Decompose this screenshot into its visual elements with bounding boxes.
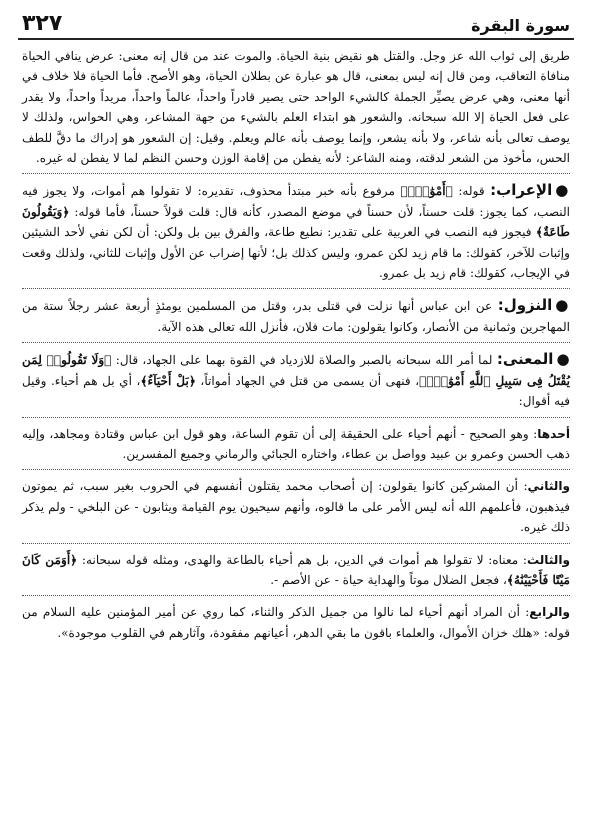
opinion-1 [22,424,570,471]
bullet-icon: ● [555,181,571,200]
irab-text-3: فيجوز فيه النصب في العربية على تقدير: نطيع طاعة، والفرق بين بل ولكن: أن لكن نفي لأحد الشيئين وإثبات للآخر، كقولك: ما قام زيد لكن عمرو، وليس كذلك بل؛ لأنها إضراب عن الأول وإثبات للثاني، ولذلك وقعت في الإيجاب، كقولك: قام زيد بل عمرو. [22,225,570,281]
maana-text-1: لما أمر الله سبحانه بالصبر والصلاة للازدياد في القوة بهما على الجهاد، قال: [111,353,497,368]
surah-title: سورة البقرة [471,16,570,35]
intro-paragraph [22,46,570,174]
opinion-2 [22,476,570,543]
opinion-4-text-2: من قوله: «هلك خزان الأموال، والعلماء باقون ما بقي الدهر، أعيانهم مفقودة، وآثارهم في القلوب موجودة». [22,605,570,640]
page-content [18,40,574,648]
opinion-4-label: والرابع [529,605,570,620]
opinion-1-label: أحدها [537,426,570,441]
opinion-3-text: : معناه: لا تقولوا هم أموات في الدين، بل هم أحياء بالطاعة والهدى، ومثله قوله سبحانه: [77,552,527,567]
maana-quran-2: ﴿بَلْ أَحْيَآءٌ﴾ [140,373,196,388]
nuzul-text: عن ابن عباس أنها نزلت في قتلى بدر، وقتل من المسلمين يومئذٍ أربعة عشر رجلاً ستة من المهاجرين وثمانية من الأنصار، وكانوا يقولون: مات فلان، فأنزل الله تعالى هذه الآية. [22,299,570,334]
page-header [18,8,574,40]
page [18,8,574,830]
maana-text-2: ، فنهى أن يسمى من قتل في الجهاد أمواتاً، [195,373,420,388]
nuzul-heading: النزول: [497,296,553,315]
page-number: ٣٢٧ [22,11,63,36]
irab-text-1: قوله: [452,184,491,199]
maana-section [22,349,570,417]
bullet-icon: ● [555,296,570,315]
irab-text-2: مرفوع بأنه خبر مبتدأ محذوف، تقديره: لا تقولوا هم أموات، ولا يجوز فيه النصب، كما يجوز: قلت حسناً، لأن حسناً في موضع المصدر، كأنه قال: قلت قولاً حسناً، فأما قوله: [22,184,570,219]
irab-section [22,180,570,289]
opinion-4 [22,602,570,648]
opinion-3-text-2: ، فجعل الضلال موتاً والهداية حياة - عن الأصم -. [270,572,507,587]
opinion-4-text: : أن المراد أنهم أحياء لما نالوا من جميل الذكر والثناء، كما روي عن أمير المؤمنين [101,605,530,620]
irab-quran-1: ﴿أَمْوَٰتٌۢ﴾ [400,184,453,199]
irab-quran-2: ﴿وَيَقُولُونَ طَاعَةٌ﴾ [22,204,570,240]
opinion-2-text: : أن المشركين كانوا يقولون: إن أصحاب محمد يقتلون أنفسهم في الحروب بغير سبب، ثم يموتون فيذهبون، فأعلمهم الله أنه ليس الأمر على ما قالوه، وأنهم سيحيون يوم القيامة ويثابون - عن البلخي - ولم يذكر ذلك غيره. [22,479,570,535]
opinion-3-quran: ﴿أَوَمَن كَانَ مَيْتًا فَأَحْيَيْنَٰهُ﴾ [22,552,570,587]
opinion-3 [22,550,570,597]
intro-text: طريق إلى ثواب الله عز وجل. والقتل هو نقيض بنية الحياة. والموت عند من قال إنه معنى: عرض ينافي الحياة منافاة التعاقب، ومن قال إنه ليس بمعنى، قال هو عبارة عن بطلان الحياة، وهو الأصح. فأما الحياة فلا خلاف في أنها معنى، وهي عرض يصيِّر الجملة كالشيء الواحد حتى يصير قادراً واحداً، عالماً واحداً، مريداً واحداً، ولا يقدر على فعل الحياة إلا الله سبحانه. والشعور هو ابتداء العلم بالشيء من جهة المشاعر، وهي الحواس، ولذلك لا يوصف تعالى بأنه شاعر، ولا بأنه يشعر، وإنما يوصف بأنه عالم ويعلم. وقيل: إن الشعور هو إدراك ما دقَّ للطف الحس، مأخوذ من الشعر لدقته، ومنه الشاعر: لأنه يفطن من إقامة الوزن وحسن النظم لما لا يفطن له غيره. [22,49,570,166]
maana-text-3: ، أي بل هم أحياء. وقيل فيه أقوال: [22,373,570,409]
maana-quran-1: ﴿وَلَا تَقُولُوا۟ لِمَن يُقْتَلُ فِى سَبِيلِ ٱللَّهِ أَمْوَٰتٌۢ﴾ [22,353,570,388]
opinion-1-text: : وهو الصحيح - أنهم أحياء على الحقيقة إلى أن تقوم الساعة، وهو قول ابن عباس وقتادة ومجاهد، وإليه ذهب الحسن وعمرو بن عبيد وواصل بن عطاء، واختاره الجبائي والرماني وجميع المفسرين. [22,426,570,461]
alayhi-salam-symbol: عليه السلام [42,605,102,620]
opinion-3-label: والثالث [526,552,570,567]
maana-heading: المعنى: [496,350,554,369]
opinion-2-label: والثاني [527,479,570,494]
bullet-icon: ● [556,350,571,369]
irab-heading: الإعراب: [490,181,553,200]
nuzul-section [22,295,570,343]
